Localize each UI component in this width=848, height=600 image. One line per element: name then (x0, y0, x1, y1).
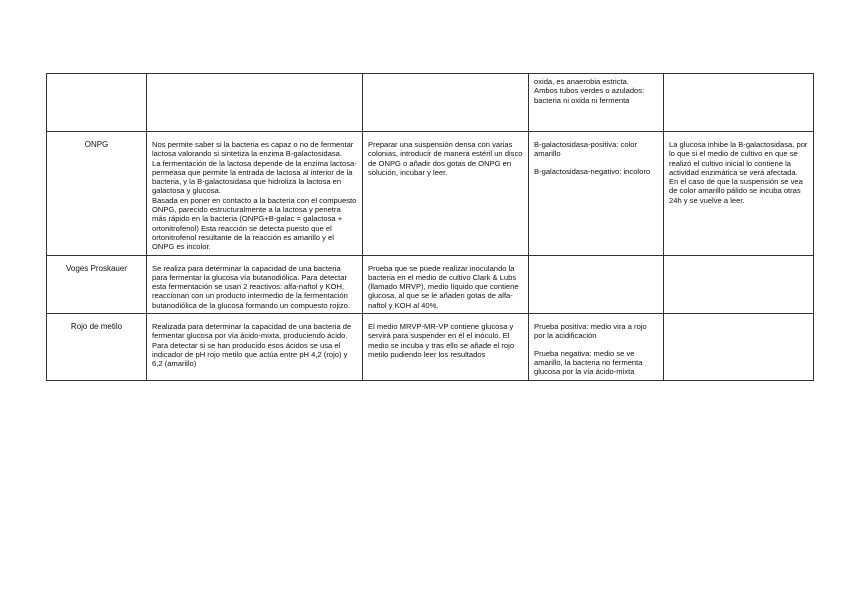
result-positive: Prueba positiva: medio vira a rojo por la acidificación (534, 322, 647, 341)
cell-result (529, 255, 664, 313)
result-positive: B-galactosidasa-positiva: color amarillo (534, 140, 637, 159)
table-row-voges-proskauer (47, 255, 814, 313)
cell-procedure (363, 314, 529, 380)
observation-text: La glucosa inhibe la B-galactosidasa, por lo que si el medio de cultivo en que se realizó el cultivo inicial lo contiene la actividad enzimática se verá afectada. En el caso de que la suspensión se vea de color amarillo pálido se incuba otras 24h y se vuelve a leer. (669, 140, 808, 205)
result-negative: B-galactosidasa-negativo: incoloro (534, 166, 651, 176)
description-text: Se realiza para determinar la capacidad de una bacteria para fermentar la glucosa vía butanodiólica. Para detectar esta fermentación se usan 2 reactivos: alfa-naftol y KOH, reaccionan con un producto intermedio de la fermentación butanodiólica de la glucosa formando un compuesto rojizo. (152, 263, 350, 310)
description-text: Nos permite saber si la bacteria es capaz o no de fermentar lactosa valorando si sintetiza la enzima B-galactosidasa. La fermentación de la lactosa depende de la enzima lactosa-permeasa que permite la entrada de lactosa al interior de la bacteria, y la B-galactosidasa que hidroliza la lactosa en galactosa y glucosa. Basada en poner en contacto a la bacteria con el compuesto ONPG, parecido estructuralmente a la lactosa y penetra más rápido en la bacteria (ONPG+B-galac = galactosa + ortonitrofenol) Esta reacción se detecta puesto que el ortonitrofenol resultante de la reacción es amarillo y el ONPG es incolor. (152, 140, 357, 252)
cell-observation (664, 255, 814, 313)
cell-result (529, 132, 664, 256)
cell-observation (664, 74, 814, 132)
cell-name (47, 74, 147, 132)
cell-observation (664, 314, 814, 380)
test-name-voges-proskauer: Voges Proskauer (47, 255, 147, 313)
cell-description (147, 314, 363, 380)
cell-result (529, 74, 664, 132)
cell-observation (664, 132, 814, 256)
procedure-text: El medio MRVP-MR-VP contiene glucosa y servirá para suspender en él el inóculo. El medio se incuba y tras ello se añade el rojo metilo pudiendo leer los resultados (368, 322, 515, 359)
test-name-rojo-de-metilo: Rojo de metilo (47, 314, 147, 380)
table-row-continuation (47, 74, 814, 132)
procedure-text: Prueba que se puede realizar inoculando la bacteria en el medio de cultivo Clark & Lubs (llamado MRVP), medio líquido que contiene glucosa, al que se le añaden gotas de alfa-naftol y KOH al 40%. (368, 263, 519, 310)
cell-procedure (363, 74, 529, 132)
cell-description (147, 255, 363, 313)
cell-description (147, 74, 363, 132)
procedure-text: Preparar una suspensión densa con varias colonias, introducir de manera estéril un disco de ONPG o añadir dos gotas de ONPG en solución, incubar y leer. (368, 140, 523, 177)
cell-procedure (363, 255, 529, 313)
cell-result (529, 314, 664, 380)
biochemical-tests-table (46, 73, 814, 381)
cell-description (147, 132, 363, 256)
result-text: oxida, es anaerobia estricta. Ambos tubos verdes o azulados: bacteria ni oxida ni fermenta (534, 77, 645, 105)
description-text: Realizada para determinar la capacidad de una bacteria de fermentar glucosa por vía ácido-mixta, produciendo ácido. Para detectar si se han producido esos ácidos se usa el indicador de pH rojo metilo que actúa entre pH 4,2 (rojo) y 6,2 (amarillo) (152, 322, 352, 369)
table-row-onpg (47, 132, 814, 256)
table-row-rojo-de-metilo (47, 314, 814, 380)
cell-procedure (363, 132, 529, 256)
test-name-onpg: ONPG (47, 132, 147, 256)
result-negative: Prueba negativa: medio se ve amarillo, la bacteria no fermenta glucosa por la vía ácido-mixta (534, 348, 643, 377)
